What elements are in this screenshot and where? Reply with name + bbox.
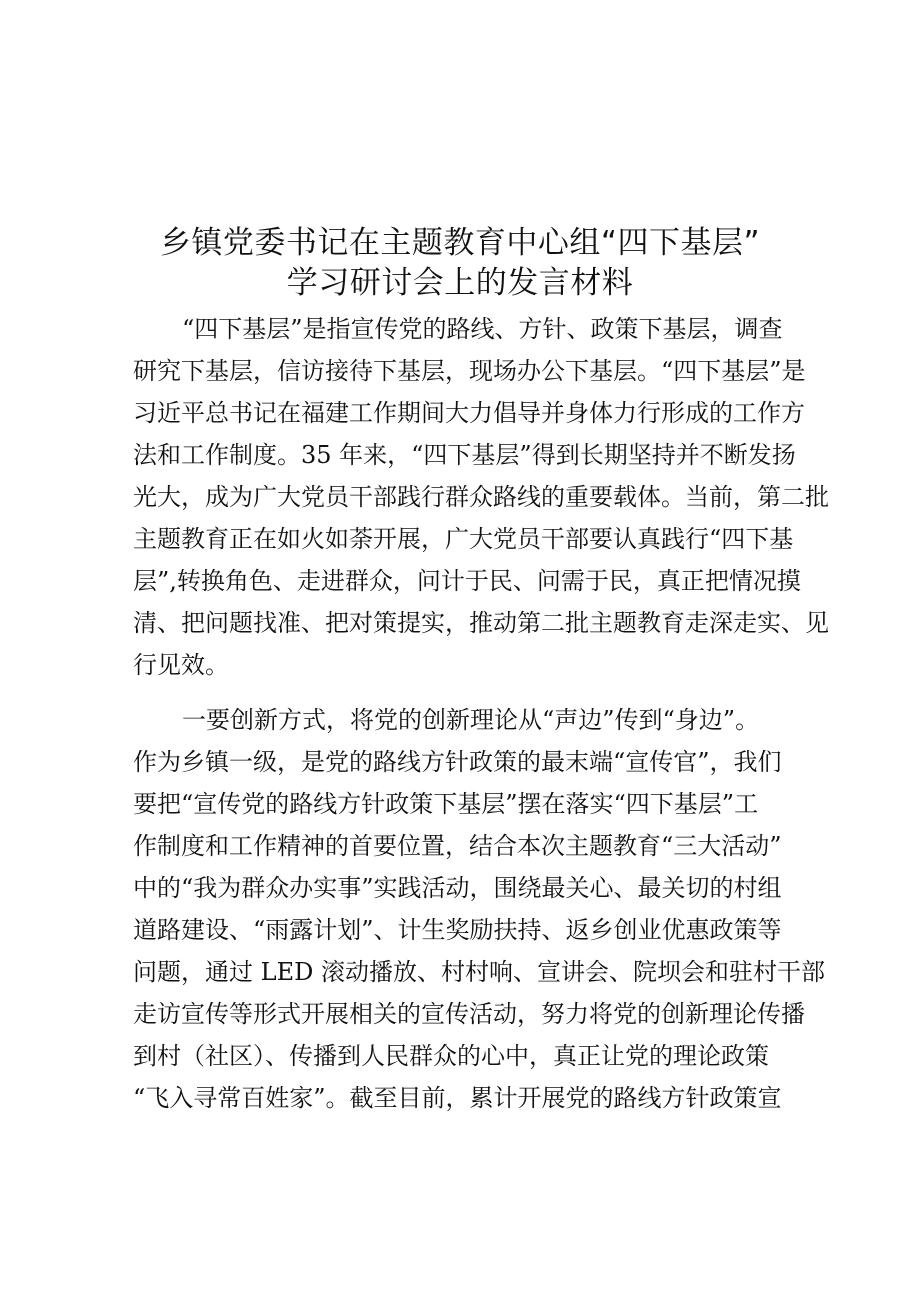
document-title-line-1: 乡镇党委书记在主题教育中心组“四下基层”: [159, 225, 761, 261]
paragraph-2-line: 问题，通过 LED 滚动播放、村村响、宣讲会、院坝会和驻村干部: [133, 958, 825, 986]
paragraph-2-line: 道路建设、“雨露计划”、计生奖励扶持、返乡创业优惠政策等: [133, 916, 782, 944]
paragraph-2-line: 中的“我为群众办实事”实践活动，围绕最关心、最关切的村组: [133, 874, 782, 902]
paragraph-1-line: 法和工作制度。35 年来，“四下基层”得到长期坚持并不断发扬: [133, 441, 796, 469]
document-title-line-2: 学习研讨会上的发言材料: [286, 265, 634, 301]
paragraph-1-line: “四下基层”是指宣传党的路线、方针、政策下基层，调查: [182, 315, 783, 343]
paragraph-2-line: 作制度和工作精神的首要位置，结合本次主题教育“三大活动”: [133, 832, 782, 860]
paragraph-1-line: 习近平总书记在福建工作期间大力倡导并身体力行形成的工作方: [133, 399, 805, 427]
paragraph-2-line: 到村（社区）、传播到人民群众的心中，真正让党的理论政策: [133, 1042, 769, 1070]
paragraph-1-line: 层”,转换角色、走进群众，问计于民、问需于民，真正把情况摸: [133, 567, 801, 595]
paragraph-1-line: 行见效。: [133, 651, 229, 679]
paragraph-1-line: 清、把问题找准、把对策提实，推动第二批主题教育走深走实、见: [133, 609, 829, 637]
paragraph-1-line: 光大，成为广大党员干部践行群众路线的重要载体。当前，第二批: [133, 483, 829, 511]
paragraph-1-line: 研究下基层，信访接待下基层，现场办公下基层。“四下基层”是: [133, 357, 806, 385]
paragraph-1-line: 主题教育正在如火如荼开展，广大党员干部要认真践行“四下基: [133, 525, 794, 553]
paragraph-2-line: 一要创新方式，将党的创新理论从“声边”传到“身边”。: [182, 706, 760, 734]
paragraph-2-line: 走访宣传等形式开展相关的宣传活动，努力将党的创新理论传播: [133, 1000, 805, 1028]
paragraph-2-line: 要把“宣传党的路线方针政策下基层”摆在落实“四下基层”工: [133, 790, 759, 818]
paragraph-2-line: “飞入寻常百姓家”。截至目前，累计开展党的路线方针政策宣: [133, 1084, 782, 1112]
paragraph-2-line: 作为乡镇一级，是党的路线方针政策的最末端“宣传官”，我们: [133, 748, 782, 776]
